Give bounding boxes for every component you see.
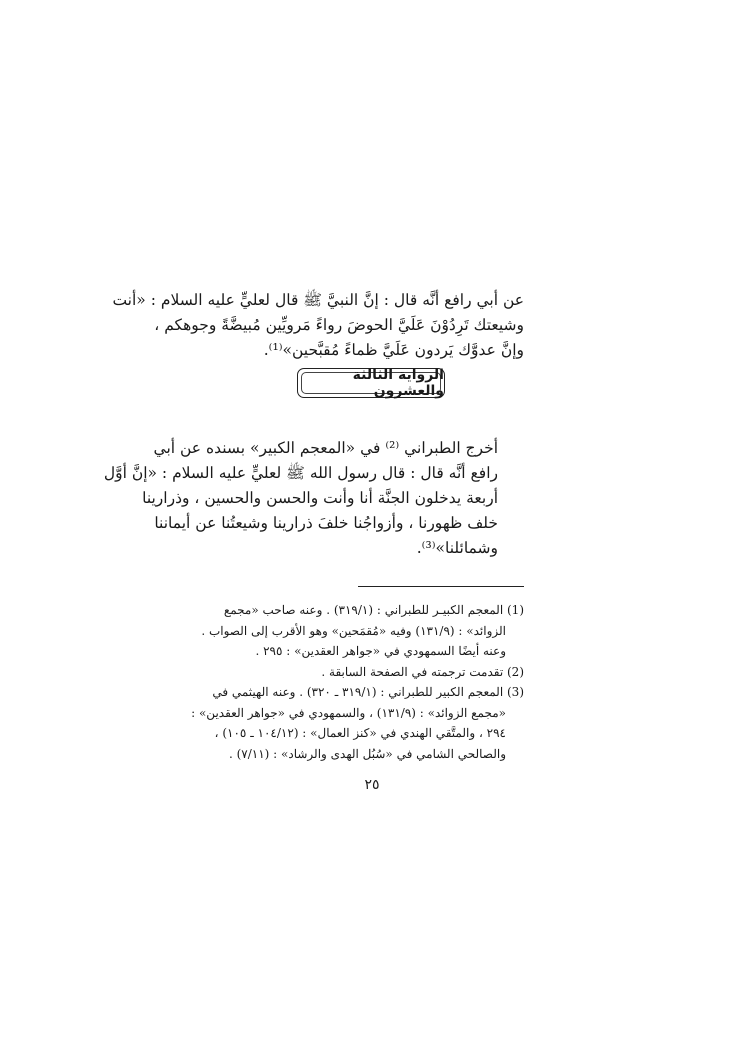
footnote-entry: (3) المعجم الكبير للطبراني : (٣١٩/١ ـ ٣٢٠) . وعنه الهيثمي في — [212, 685, 524, 699]
text-line: رافع أنَّه قال : قال رسول الله ﷺ لعليٍّ عليه السلام : «إنَّ أوَّل — [103, 464, 498, 482]
text-line: وشيعتك تَرِدُوْنَ عَلَيَّ الحوضَ رواءً مَرويِّين مُبيضَّةً وجوهكم ، — [154, 316, 524, 334]
footnote-continuation: والصالحي الشامي في «سُبُل الهدى والرشاد» : (٧/١١) . — [228, 746, 506, 761]
footnote-entry: (1) المعجم الكبيـر للطبراني : (٣١٩/١) . وعنه صاحب «مجمع — [223, 603, 524, 617]
narration-paragraph — [112, 288, 524, 363]
footnote-continuation: الزوائد» : (١٣١/٩) وفيه «مُقمَحين» وهو الأقرب إلى الصواب . — [201, 623, 506, 638]
footnotes — [191, 600, 524, 764]
text-line: أخرج الطبراني ⁽²⁾ في «المعجم الكبير» بسنده عن أبي — [153, 439, 498, 457]
page-number: ٢٥ — [364, 777, 380, 793]
text-line: عن أبي رافع أنَّه قال : إنَّ النبيَّ ﷺ قال لعليٍّ عليه السلام : «أنت — [112, 291, 524, 309]
section-heading-box — [297, 368, 445, 398]
footnote-continuation: ٢٩٤ ، والمتَّقي الهندي في «كنز العمال» : (١٠٤/١٢ ـ ١٠٥) ، — [214, 726, 506, 740]
text-line: خلف ظهورنا ، وأزواجُنا خلفَ ذرارينا وشيعتُنا عن أيماننا — [154, 514, 498, 532]
footnote-continuation: «مجمع الزوائد» : (١٣١/٩) ، والسمهودي في «جواهر العقدين» : — [191, 705, 506, 720]
text-line: وشمائلنا»⁽³⁾. — [416, 539, 498, 557]
footnote-entry: (2) تقدمت ترجمته في الصفحة السابقة . — [321, 664, 524, 679]
text-line: وإنَّ عدوَّك يَردون عَلَيَّ ظماءً مُقبَّحين»⁽¹⁾. — [263, 341, 524, 359]
narration-paragraph-23 — [103, 436, 524, 561]
footnote-continuation: وعنه أيضًا السمهودي في «جواهر العقدين» : ٢٩٥ . — [255, 644, 506, 658]
text-line: أربعة يدخلون الجنَّة أنا وأنت والحسن والحسين ، وذرارينا — [142, 489, 498, 507]
section-heading-title: الرواية الثالثة والعشرون — [352, 367, 444, 399]
footnote-divider — [358, 586, 524, 587]
